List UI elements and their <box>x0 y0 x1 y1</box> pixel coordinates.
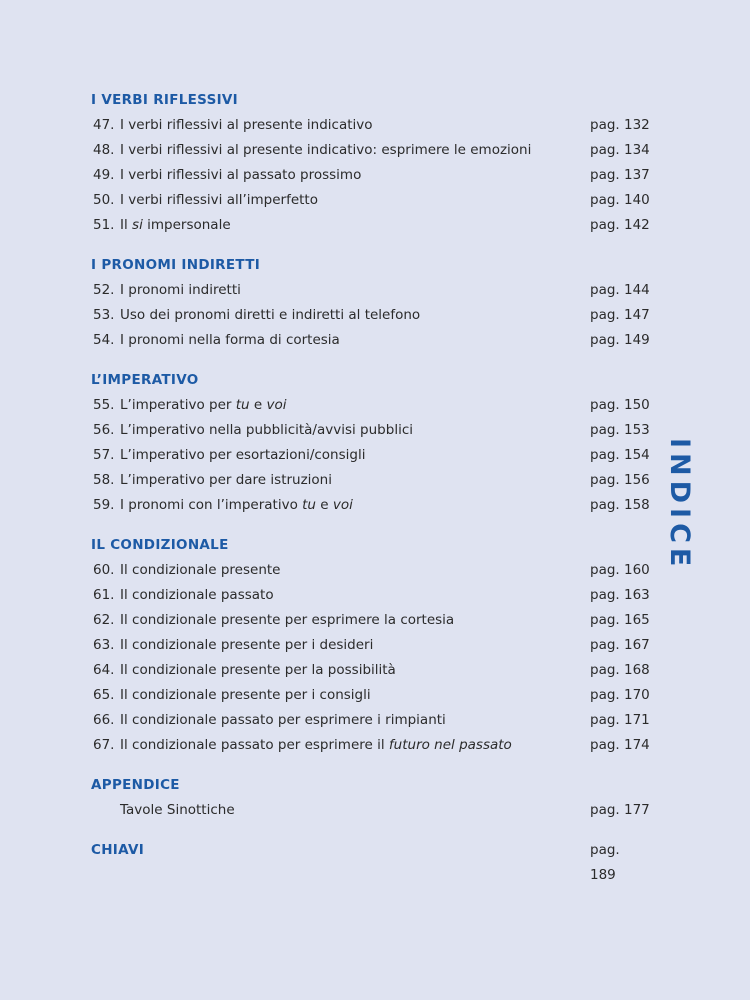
entry-title-segment: tu <box>302 497 316 513</box>
toc-section <box>91 533 650 758</box>
entry-title-segment: Tavole Sinottiche <box>120 802 235 818</box>
entry-title <box>120 708 590 733</box>
toc-entry[interactable] <box>91 113 650 138</box>
entry-title-segment: Il condizionale passato per esprimere il <box>120 737 389 753</box>
section-heading <box>91 533 646 558</box>
entry-number: 50. <box>93 192 115 208</box>
toc-entry[interactable] <box>91 138 650 163</box>
toc-entry[interactable] <box>91 303 650 328</box>
toc-entry[interactable] <box>91 708 650 733</box>
entry-title-segment: Il condizionale presente per i consigli <box>120 687 371 703</box>
entry-number: 56. <box>93 422 115 438</box>
section-heading <box>91 773 646 798</box>
entry-title <box>120 558 590 583</box>
entry-number: 61. <box>93 587 115 603</box>
section-heading <box>91 368 646 393</box>
toc-section <box>91 773 650 823</box>
page-number: pag. 165 <box>590 612 650 628</box>
toc-section <box>91 253 650 353</box>
entry-number: 59. <box>93 497 115 513</box>
entry-title-segment: voi <box>332 497 353 513</box>
page-number: pag. 153 <box>590 422 650 438</box>
page-number: pag. 137 <box>590 167 650 183</box>
entry-title-segment: Il condizionale presente per i desideri <box>120 637 374 653</box>
entry-number: 49. <box>93 167 115 183</box>
entry-number: 55. <box>93 397 115 413</box>
entry-title <box>120 188 590 213</box>
entry-title-segment: I verbi riflessivi al presente indicativo <box>120 117 373 133</box>
entry-number: 48. <box>93 142 115 158</box>
entry-title-segment: I pronomi indiretti <box>120 282 241 298</box>
page-number: pag. 149 <box>590 332 650 348</box>
entry-title <box>120 733 590 758</box>
entry-title-segment: e <box>315 497 333 513</box>
page-number: pag. 170 <box>590 687 650 703</box>
section-heading-text: I PRONOMI INDIRETTI <box>91 257 261 273</box>
entry-number: 64. <box>93 662 115 678</box>
entry-title-segment: impersonale <box>142 217 231 233</box>
toc-entry[interactable] <box>91 443 650 468</box>
entry-title-segment: Il condizionale passato <box>120 587 274 603</box>
toc-entry[interactable] <box>91 633 650 658</box>
toc-entry[interactable] <box>91 393 650 418</box>
entry-title-segment: e <box>249 397 267 413</box>
page-number: pag. 174 <box>590 737 650 753</box>
entry-title-segment: I pronomi nella forma di cortesia <box>120 332 340 348</box>
toc-entry[interactable] <box>91 658 650 683</box>
entry-title-segment: I verbi riflessivi al passato prossimo <box>120 167 362 183</box>
toc-entry[interactable] <box>91 608 650 633</box>
entry-number: 53. <box>93 307 115 323</box>
section-heading-text: CHIAVI <box>91 842 145 858</box>
entry-title <box>120 163 590 188</box>
entry-title-segment: I verbi riflessivi all’imperfetto <box>120 192 318 208</box>
page-number: pag. 156 <box>590 472 650 488</box>
entry-title-segment: Il <box>120 217 133 233</box>
entry-number: 54. <box>93 332 115 348</box>
toc-entry[interactable] <box>91 468 650 493</box>
entry-title-segment: L’imperativo per dare istruzioni <box>120 472 332 488</box>
page-number: pag. 142 <box>590 217 650 233</box>
toc-entry[interactable] <box>91 328 650 353</box>
entry-number: 51. <box>93 217 115 233</box>
entry-title-segment: futuro nel passato <box>388 737 512 753</box>
toc-section <box>91 368 650 518</box>
toc-section <box>91 88 650 238</box>
entry-title-segment: L’imperativo nella pubblicità/avvisi pubblici <box>120 422 413 438</box>
entry-number: 65. <box>93 687 115 703</box>
page-number: pag. 134 <box>590 142 650 158</box>
entry-title-segment: I verbi riflessivi al presente indicativo: esprimere le emozioni <box>120 142 532 158</box>
entry-title-segment: tu <box>235 397 250 413</box>
toc-entry[interactable] <box>91 278 650 303</box>
entry-title <box>120 113 590 138</box>
entry-title <box>120 468 590 493</box>
entry-title <box>120 418 590 443</box>
entry-title <box>91 798 590 823</box>
page-number: pag. 154 <box>590 447 650 463</box>
section-heading-text: APPENDICE <box>91 777 180 793</box>
section-heading <box>91 253 646 278</box>
entry-title <box>120 608 590 633</box>
entry-title-segment: L’imperativo per esortazioni/consigli <box>120 447 366 463</box>
table-of-contents <box>91 88 650 883</box>
entry-title-segment: I pronomi con l’imperativo <box>120 497 303 513</box>
page-number: pag. 150 <box>590 397 650 413</box>
entry-number: 47. <box>93 117 115 133</box>
toc-entry[interactable] <box>91 683 650 708</box>
toc-entry[interactable] <box>91 798 650 823</box>
page-number: pag. 140 <box>590 192 650 208</box>
section-heading <box>91 88 646 113</box>
page-number: pag. 158 <box>590 497 650 513</box>
entry-number: 66. <box>93 712 115 728</box>
page-number: pag. 163 <box>590 587 650 603</box>
toc-entry[interactable] <box>91 163 650 188</box>
page-number: pag. 167 <box>590 637 650 653</box>
page-number: pag. 132 <box>590 117 650 133</box>
toc-entry[interactable] <box>91 213 650 238</box>
entry-title-segment: voi <box>266 397 287 413</box>
entry-title-segment: Il condizionale presente <box>120 562 281 578</box>
entry-title-segment: Il condizionale presente per la possibilità <box>120 662 396 678</box>
toc-entry[interactable] <box>91 418 650 443</box>
entry-title <box>120 633 590 658</box>
page-number: pag. 189 <box>590 842 620 883</box>
entry-title <box>120 583 590 608</box>
entry-title <box>120 393 590 418</box>
entry-title <box>120 683 590 708</box>
entry-number: 63. <box>93 637 115 653</box>
entry-number: 60. <box>93 562 115 578</box>
entry-title <box>120 213 590 238</box>
toc-entry[interactable] <box>91 493 650 518</box>
entry-title <box>120 138 590 163</box>
section-heading-text: L’IMPERATIVO <box>91 372 199 388</box>
section-heading <box>91 838 646 883</box>
entry-title-segment: Il condizionale presente per esprimere la cortesia <box>120 612 455 628</box>
entry-number: 67. <box>93 737 115 753</box>
side-title: INDICE <box>664 438 695 572</box>
entry-number: 52. <box>93 282 115 298</box>
page-number: pag. 171 <box>590 712 650 728</box>
page-number: pag. 144 <box>590 282 650 298</box>
toc-entry[interactable] <box>91 188 650 213</box>
entry-title <box>120 328 590 353</box>
entry-title <box>120 493 590 518</box>
section-heading-text: I VERBI RIFLESSIVI <box>91 92 238 108</box>
page-number: pag. 168 <box>590 662 650 678</box>
toc-entry[interactable] <box>91 583 650 608</box>
entry-number: 58. <box>93 472 115 488</box>
entry-title <box>120 443 590 468</box>
entry-title-segment: Uso dei pronomi diretti e indiretti al telefono <box>120 307 421 323</box>
entry-title <box>120 658 590 683</box>
entry-title-segment: Il condizionale passato per esprimere i rimpianti <box>120 712 446 728</box>
entry-number: 62. <box>93 612 115 628</box>
page-number: pag. 177 <box>590 802 650 818</box>
section-heading-text: IL CONDIZIONALE <box>91 537 229 553</box>
toc-section <box>91 838 646 883</box>
entry-title-segment: L’imperativo per <box>120 397 236 413</box>
page-number: pag. 160 <box>590 562 650 578</box>
page-number: pag. 147 <box>590 307 650 323</box>
entry-number: 57. <box>93 447 115 463</box>
entry-title <box>120 278 590 303</box>
entry-title <box>120 303 590 328</box>
toc-entry[interactable] <box>91 558 650 583</box>
entry-title-segment: si <box>132 217 143 233</box>
toc-entry[interactable] <box>91 733 650 758</box>
